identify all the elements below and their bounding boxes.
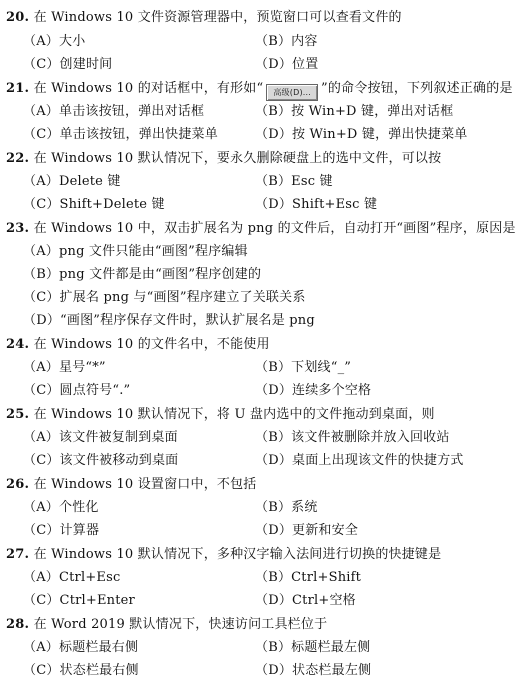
option-b: （B）系统 bbox=[255, 500, 318, 515]
option-b: （B）内容 bbox=[255, 34, 318, 49]
question-21 bbox=[6, 77, 513, 101]
option-b: （B）该文件被删除并放入回收站 bbox=[255, 430, 450, 445]
option-b: （B）Ctrl+Shift bbox=[255, 570, 362, 585]
option-b: （B）标题栏最左侧 bbox=[255, 640, 371, 655]
option-a: （A）Ctrl+Esc bbox=[23, 570, 121, 585]
question-24 bbox=[6, 333, 270, 352]
option-d: （D）更新和安全 bbox=[255, 523, 359, 538]
option-b: （B）下划线“_” bbox=[255, 360, 352, 375]
option-d: （D）Ctrl+空格 bbox=[255, 593, 356, 608]
option-a: （A）Delete 键 bbox=[23, 174, 121, 189]
option-c: （C）圆点符号“.” bbox=[23, 383, 131, 398]
option-d: （D）“画图”程序保存文件时，默认扩展名是 png bbox=[23, 313, 315, 328]
option-b: （B）按 Win+D 键，弹出对话框 bbox=[255, 104, 454, 119]
option-a: （A）标题栏最右侧 bbox=[23, 640, 139, 655]
question-25 bbox=[6, 403, 435, 422]
option-d: （D）连续多个空格 bbox=[255, 383, 372, 398]
option-d: （D）位置 bbox=[255, 57, 319, 72]
option-b: （B）Esc 键 bbox=[255, 174, 333, 189]
option-c: （C）Shift+Delete 键 bbox=[23, 197, 165, 212]
question-number: 21. bbox=[6, 81, 30, 96]
option-a: （A）单击该按钮，弹出对话框 bbox=[23, 104, 205, 119]
question-text: 在 Windows 10 默认情况下，将 U 盘内选中的文件拖动到桌面，则 bbox=[33, 407, 435, 422]
option-c: （C）该文件被移动到桌面 bbox=[23, 453, 179, 468]
option-c: （C）Ctrl+Enter bbox=[23, 593, 135, 608]
option-d: （D）桌面上出现该文件的快捷方式 bbox=[255, 453, 464, 468]
option-c: （C）创建时间 bbox=[23, 57, 113, 72]
option-d: （D）按 Win+D 键，弹出快捷菜单 bbox=[255, 127, 468, 142]
option-a: （A）个性化 bbox=[23, 500, 99, 515]
question-number: 28. bbox=[6, 617, 30, 632]
question-text: 在 Word 2019 默认情况下，快速访问工具栏位于 bbox=[33, 617, 328, 632]
question-20 bbox=[6, 6, 402, 25]
question-text: 在 Windows 10 的文件名中，不能使用 bbox=[33, 337, 270, 352]
option-d: （D）状态栏最左侧 bbox=[255, 663, 372, 678]
option-a: （A）星号“*” bbox=[23, 360, 106, 375]
question-text: 在 Windows 10 默认情况下，多种汉字输入法间进行切换的快捷键是 bbox=[33, 547, 442, 562]
question-text: 在 Windows 10 文件资源管理器中，预览窗口可以查看文件的 bbox=[33, 10, 402, 25]
question-text-after: ”的命令按钮，下列叙述正确的是 bbox=[321, 81, 513, 96]
question-number: 25. bbox=[6, 407, 30, 422]
option-c: （C）状态栏最右侧 bbox=[23, 663, 139, 678]
option-b: （B）png 文件都是由“画图”程序创建的 bbox=[23, 267, 262, 282]
question-23 bbox=[6, 217, 516, 236]
option-a: （A）大小 bbox=[23, 34, 86, 49]
question-number: 24. bbox=[6, 337, 30, 352]
question-number: 26. bbox=[6, 477, 30, 492]
option-c: （C）扩展名 png 与“画图”程序建立了关联关系 bbox=[23, 290, 306, 305]
question-number: 22. bbox=[6, 151, 30, 166]
question-text: 在 Windows 10 中，双击扩展名为 png 的文件后，自动打开“画图”程序，原因是 bbox=[33, 221, 516, 236]
advanced-button-image: 高级(D)... bbox=[266, 84, 318, 101]
question-27 bbox=[6, 543, 441, 562]
question-28 bbox=[6, 613, 327, 632]
option-d: （D）Shift+Esc 键 bbox=[255, 197, 378, 212]
option-c: （C）计算器 bbox=[23, 523, 100, 538]
question-22 bbox=[6, 147, 441, 166]
question-number: 27. bbox=[6, 547, 30, 562]
option-c: （C）单击该按钮，弹出快捷菜单 bbox=[23, 127, 218, 142]
option-a: （A）png 文件只能由“画图”程序编辑 bbox=[23, 244, 248, 259]
question-number: 23. bbox=[6, 221, 30, 236]
question-text: 在 Windows 10 设置窗口中，不包括 bbox=[33, 477, 257, 492]
question-26 bbox=[6, 473, 257, 492]
question-text: 在 Windows 10 默认情况下，要永久删除硬盘上的选中文件，可以按 bbox=[33, 151, 442, 166]
question-number: 20. bbox=[6, 10, 30, 25]
question-text-before: 在 Windows 10 的对话框中，有形如“ bbox=[33, 81, 264, 96]
option-a: （A）该文件被复制到桌面 bbox=[23, 430, 178, 445]
